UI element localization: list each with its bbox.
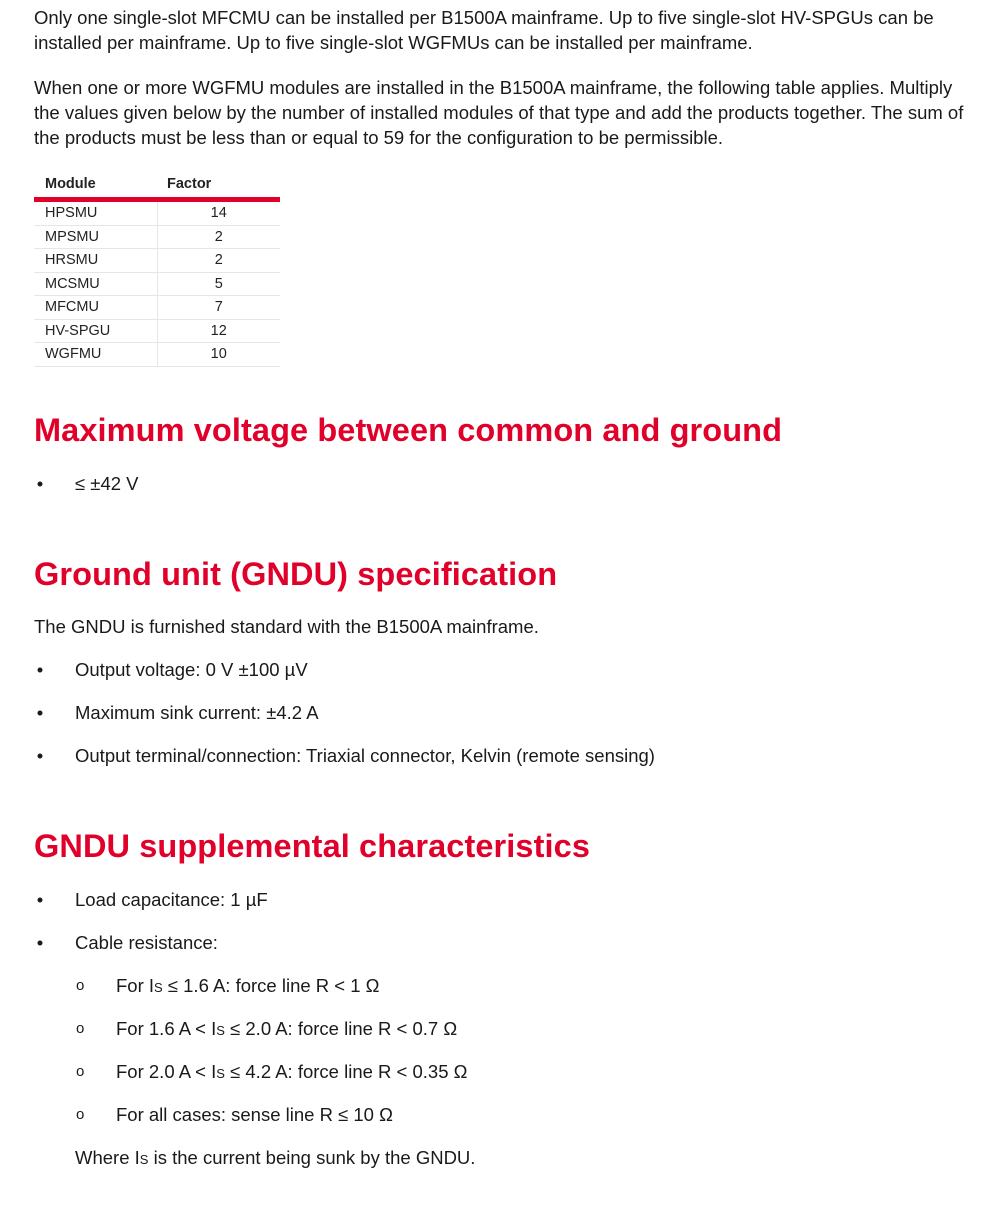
bullet-text: Output voltage: 0 V ±100 µV [75, 659, 308, 680]
factor-cell: 5 [157, 272, 280, 296]
column-header-factor: Factor [157, 170, 280, 200]
module-factor-table [34, 170, 280, 367]
hollow-bullet-icon: o [76, 1063, 85, 1080]
bullet-icon: • [36, 473, 44, 494]
bullet-icon: • [36, 745, 44, 766]
factor-cell: 10 [157, 343, 280, 367]
hollow-bullet-icon: o [76, 1020, 85, 1037]
module-cell: MPSMU [34, 225, 157, 249]
module-cell: HPSMU [34, 200, 157, 226]
factor-cell: 14 [157, 200, 280, 226]
column-header-module: Module [34, 170, 157, 200]
bullet-icon: • [36, 702, 44, 723]
module-cell: MFCMU [34, 296, 157, 320]
heading-gndu-supplemental: GNDU supplemental characteristics [34, 828, 590, 864]
table-header-row [34, 170, 280, 200]
bullet-icon: • [36, 889, 44, 910]
factor-cell: 7 [157, 296, 280, 320]
intro-paragraph-1: Only one single-slot MFCMU can be installed per B1500A mainframe. Up to five single-slot HV-SPGUs can be installed per mainframe. Up to five single-slot WGFMUs can be installed per mainframe. [34, 7, 934, 53]
bullet-text: Output terminal/connection: Triaxial connector, Kelvin (remote sensing) [75, 745, 655, 766]
bullet-text: Load capacitance: 1 µF [75, 889, 268, 910]
table-row [34, 272, 280, 296]
heading-gndu-spec: Ground unit (GNDU) specification [34, 556, 558, 592]
sub-item-text: For 1.6 A < IS ≤ 2.0 A: force line R < 0.7 Ω [116, 1018, 458, 1039]
bullet-icon: • [36, 932, 44, 953]
heading-max-voltage: Maximum voltage between common and ground [34, 412, 783, 448]
table-row [34, 343, 280, 367]
bullet-text: ≤ ±42 V [75, 473, 139, 494]
bullet-text: Cable resistance: [75, 932, 218, 953]
module-cell: WGFMU [34, 343, 157, 367]
gndu-spec-intro: The GNDU is furnished standard with the B1500A mainframe. [34, 616, 539, 637]
table-row [34, 296, 280, 320]
table-row [34, 200, 280, 226]
sub-item-text: For all cases: sense line R ≤ 10 Ω [116, 1104, 393, 1125]
hollow-bullet-icon: o [76, 977, 85, 994]
module-cell: MCSMU [34, 272, 157, 296]
intro-paragraph-2: When one or more WGFMU modules are installed in the B1500A mainframe, the following table applies. Multiply the values given below by the number of installed modules of that type and add the products together. The sum of the products must be less than or equal to 59 for the configuration to be permissible. [34, 77, 964, 148]
module-cell: HV-SPGU [34, 319, 157, 343]
bullet-text: Maximum sink current: ±4.2 A [75, 702, 319, 723]
sub-item-text: For IS ≤ 1.6 A: force line R < 1 Ω [116, 975, 380, 996]
sub-item-text: For 2.0 A < IS ≤ 4.2 A: force line R < 0.35 Ω [116, 1061, 468, 1082]
bullet-icon: • [36, 659, 44, 680]
table-row [34, 249, 280, 273]
factor-cell: 2 [157, 225, 280, 249]
factor-cell: 2 [157, 249, 280, 273]
module-cell: HRSMU [34, 249, 157, 273]
hollow-bullet-icon: o [76, 1106, 85, 1123]
factor-cell: 12 [157, 319, 280, 343]
table-row [34, 319, 280, 343]
table-row [34, 225, 280, 249]
cable-resistance-note: Where IS is the current being sunk by the GNDU. [75, 1147, 476, 1168]
